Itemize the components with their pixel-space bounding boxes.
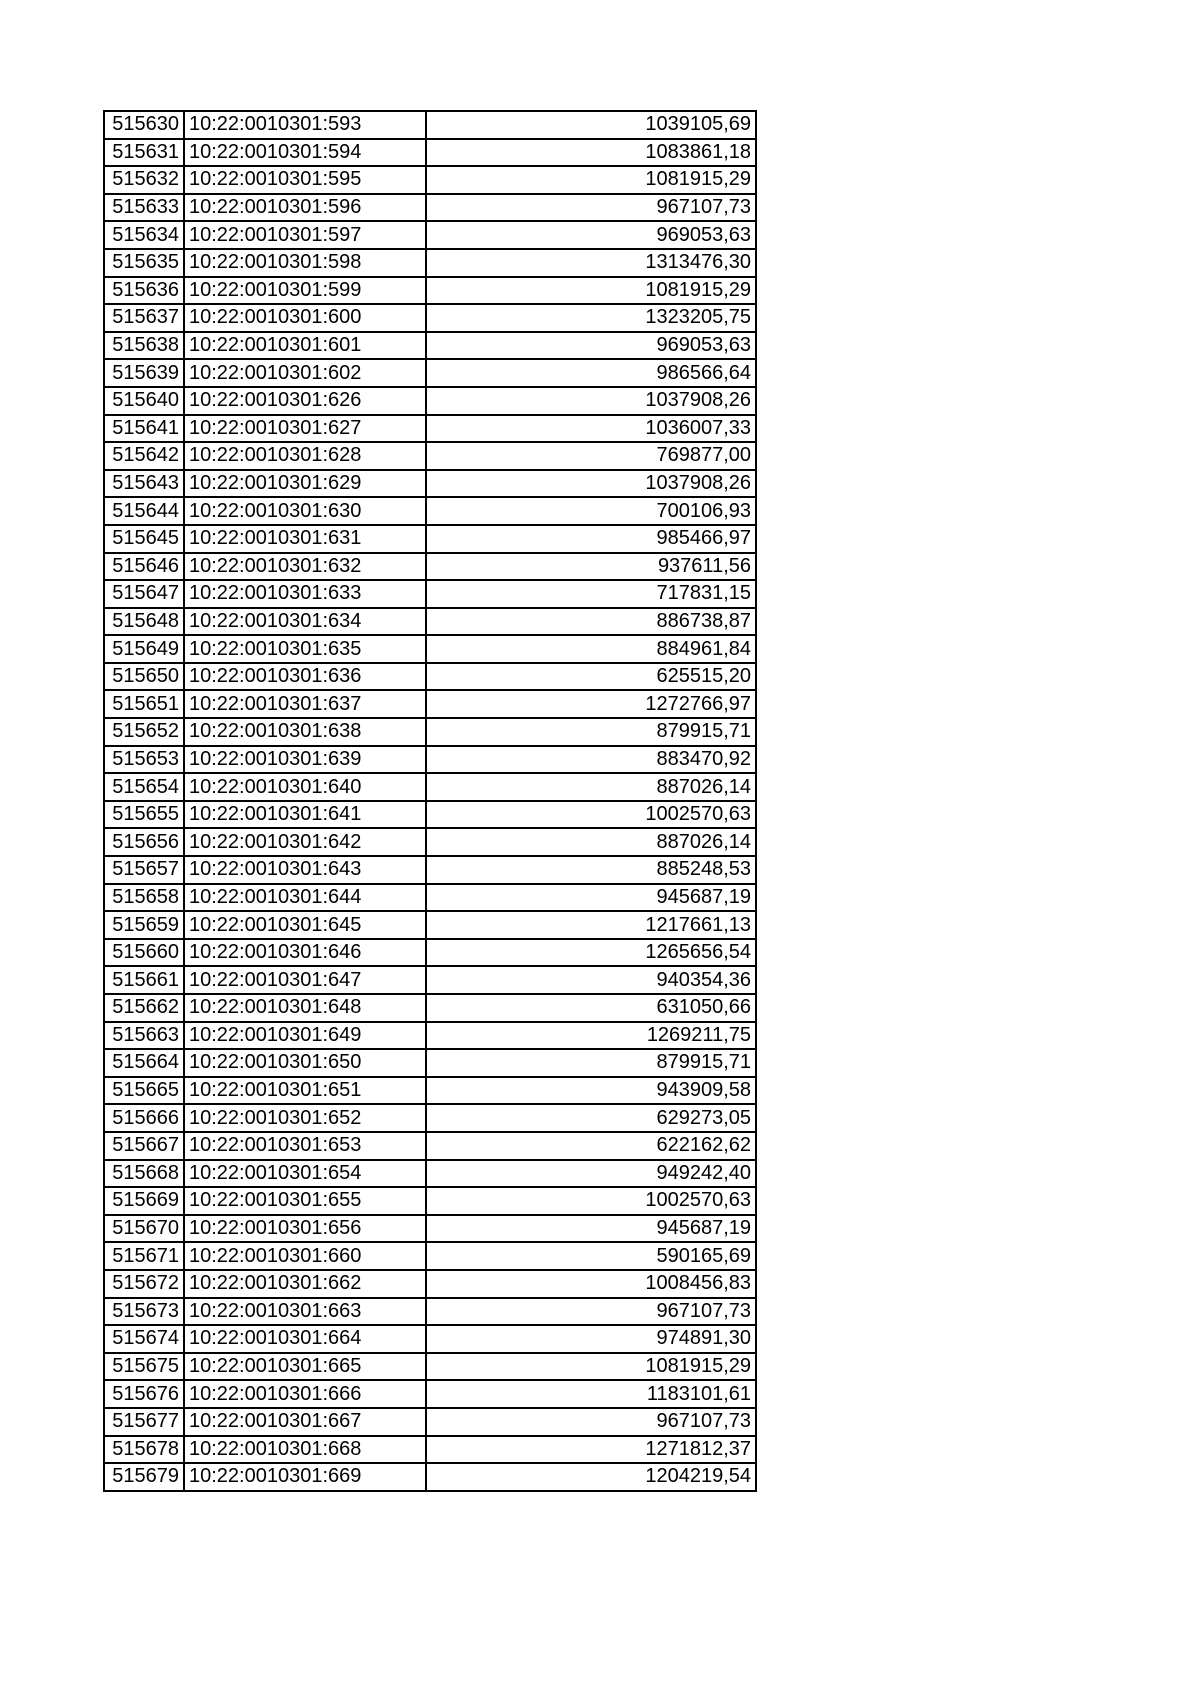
- value-cell: 943909,58: [426, 1077, 756, 1105]
- row-id-cell: 515676: [104, 1380, 184, 1408]
- row-id-cell: 515653: [104, 746, 184, 774]
- cadastral-number-cell: 10:22:0010301:630: [184, 497, 426, 525]
- value-cell: 631050,66: [426, 994, 756, 1022]
- table-row: [104, 221, 756, 249]
- value-cell: 1217661,13: [426, 911, 756, 939]
- cadastral-number-cell: 10:22:0010301:597: [184, 221, 426, 249]
- cadastral-number-cell: 10:22:0010301:633: [184, 580, 426, 608]
- row-id-cell: 515647: [104, 580, 184, 608]
- cadastral-number-cell: 10:22:0010301:626: [184, 387, 426, 415]
- row-id-cell: 515638: [104, 332, 184, 360]
- table-row: [104, 1187, 756, 1215]
- value-cell: 1265656,54: [426, 939, 756, 967]
- value-cell: 967107,73: [426, 1408, 756, 1436]
- row-id-cell: 515660: [104, 939, 184, 967]
- row-id-cell: 515661: [104, 966, 184, 994]
- cadastral-number-cell: 10:22:0010301:602: [184, 359, 426, 387]
- cadastral-number-cell: 10:22:0010301:599: [184, 277, 426, 305]
- value-cell: 1081915,29: [426, 277, 756, 305]
- value-cell: 967107,73: [426, 194, 756, 222]
- table-row: [104, 304, 756, 332]
- table-row: [104, 470, 756, 498]
- value-cell: 700106,93: [426, 497, 756, 525]
- table-row: [104, 718, 756, 746]
- cadastral-number-cell: 10:22:0010301:640: [184, 773, 426, 801]
- cadastral-number-cell: 10:22:0010301:649: [184, 1022, 426, 1050]
- row-id-cell: 515641: [104, 415, 184, 443]
- row-id-cell: 515671: [104, 1242, 184, 1270]
- table-row: [104, 1215, 756, 1243]
- row-id-cell: 515666: [104, 1104, 184, 1132]
- table-row: [104, 1436, 756, 1464]
- row-id-cell: 515668: [104, 1160, 184, 1188]
- row-id-cell: 515648: [104, 608, 184, 636]
- table-row: [104, 553, 756, 581]
- cadastral-number-cell: 10:22:0010301:663: [184, 1298, 426, 1326]
- cadastral-number-cell: 10:22:0010301:652: [184, 1104, 426, 1132]
- table-row: [104, 663, 756, 691]
- table-row: [104, 966, 756, 994]
- row-id-cell: 515642: [104, 442, 184, 470]
- cadastral-number-cell: 10:22:0010301:641: [184, 801, 426, 829]
- value-cell: 969053,63: [426, 332, 756, 360]
- table-row: [104, 884, 756, 912]
- cadastral-number-cell: 10:22:0010301:645: [184, 911, 426, 939]
- row-id-cell: 515665: [104, 1077, 184, 1105]
- value-cell: 1269211,75: [426, 1022, 756, 1050]
- value-cell: 1036007,33: [426, 415, 756, 443]
- value-cell: 969053,63: [426, 221, 756, 249]
- cadastral-number-cell: 10:22:0010301:601: [184, 332, 426, 360]
- cadastral-number-cell: 10:22:0010301:667: [184, 1408, 426, 1436]
- cadastral-number-cell: 10:22:0010301:628: [184, 442, 426, 470]
- table-row: [104, 497, 756, 525]
- table-row: [104, 690, 756, 718]
- table-row: [104, 746, 756, 774]
- value-cell: 622162,62: [426, 1132, 756, 1160]
- cadastral-number-cell: 10:22:0010301:636: [184, 663, 426, 691]
- value-cell: 974891,30: [426, 1325, 756, 1353]
- value-cell: 945687,19: [426, 1215, 756, 1243]
- row-id-cell: 515654: [104, 773, 184, 801]
- row-id-cell: 515650: [104, 663, 184, 691]
- cadastral-number-cell: 10:22:0010301:668: [184, 1436, 426, 1464]
- value-cell: 1083861,18: [426, 139, 756, 167]
- row-id-cell: 515645: [104, 525, 184, 553]
- cadastral-number-cell: 10:22:0010301:655: [184, 1187, 426, 1215]
- cadastral-number-cell: 10:22:0010301:656: [184, 1215, 426, 1243]
- value-cell: 1313476,30: [426, 249, 756, 277]
- value-cell: 769877,00: [426, 442, 756, 470]
- value-cell: 1002570,63: [426, 1187, 756, 1215]
- row-id-cell: 515670: [104, 1215, 184, 1243]
- cadastral-number-cell: 10:22:0010301:639: [184, 746, 426, 774]
- row-id-cell: 515674: [104, 1325, 184, 1353]
- row-id-cell: 515656: [104, 828, 184, 856]
- table-row: [104, 1298, 756, 1326]
- value-cell: 937611,56: [426, 553, 756, 581]
- table-row: [104, 801, 756, 829]
- table-row: [104, 773, 756, 801]
- value-cell: 885248,53: [426, 856, 756, 884]
- value-cell: 1271812,37: [426, 1436, 756, 1464]
- table-row: [104, 1160, 756, 1188]
- table-row: [104, 1242, 756, 1270]
- value-cell: 1081915,29: [426, 166, 756, 194]
- table-row: [104, 939, 756, 967]
- table-row: [104, 1325, 756, 1353]
- table-row: [104, 139, 756, 167]
- value-cell: 1037908,26: [426, 387, 756, 415]
- value-cell: 967107,73: [426, 1298, 756, 1326]
- cadastral-number-cell: 10:22:0010301:593: [184, 111, 426, 139]
- value-cell: 1081915,29: [426, 1353, 756, 1381]
- table-row: [104, 166, 756, 194]
- row-id-cell: 515652: [104, 718, 184, 746]
- cadastral-number-cell: 10:22:0010301:650: [184, 1049, 426, 1077]
- cadastral-number-cell: 10:22:0010301:647: [184, 966, 426, 994]
- row-id-cell: 515639: [104, 359, 184, 387]
- table-row: [104, 194, 756, 222]
- cadastral-number-cell: 10:22:0010301:665: [184, 1353, 426, 1381]
- value-cell: 1008456,83: [426, 1270, 756, 1298]
- cadastral-number-cell: 10:22:0010301:646: [184, 939, 426, 967]
- value-cell: 1272766,97: [426, 690, 756, 718]
- cadastral-number-cell: 10:22:0010301:666: [184, 1380, 426, 1408]
- table-row: [104, 828, 756, 856]
- row-id-cell: 515663: [104, 1022, 184, 1050]
- cadastral-number-cell: 10:22:0010301:669: [184, 1463, 426, 1491]
- table-row: [104, 1132, 756, 1160]
- cadastral-number-cell: 10:22:0010301:627: [184, 415, 426, 443]
- cadastral-number-cell: 10:22:0010301:635: [184, 635, 426, 663]
- table-body: [104, 111, 756, 1491]
- value-cell: 883470,92: [426, 746, 756, 774]
- table-row: [104, 525, 756, 553]
- row-id-cell: 515662: [104, 994, 184, 1022]
- row-id-cell: 515646: [104, 553, 184, 581]
- row-id-cell: 515636: [104, 277, 184, 305]
- table-row: [104, 277, 756, 305]
- value-cell: 590165,69: [426, 1242, 756, 1270]
- table-row: [104, 249, 756, 277]
- value-cell: 986566,64: [426, 359, 756, 387]
- row-id-cell: 515677: [104, 1408, 184, 1436]
- value-cell: 629273,05: [426, 1104, 756, 1132]
- cadastral-number-cell: 10:22:0010301:632: [184, 553, 426, 581]
- table-row: [104, 1022, 756, 1050]
- cadastral-number-cell: 10:22:0010301:642: [184, 828, 426, 856]
- cadastral-number-cell: 10:22:0010301:596: [184, 194, 426, 222]
- value-cell: 1183101,61: [426, 1380, 756, 1408]
- table-row: [104, 415, 756, 443]
- cadastral-number-cell: 10:22:0010301:629: [184, 470, 426, 498]
- spreadsheet-page: [103, 110, 755, 1492]
- cadastral-number-cell: 10:22:0010301:648: [184, 994, 426, 1022]
- value-cell: 940354,36: [426, 966, 756, 994]
- row-id-cell: 515673: [104, 1298, 184, 1326]
- row-id-cell: 515634: [104, 221, 184, 249]
- row-id-cell: 515640: [104, 387, 184, 415]
- row-id-cell: 515644: [104, 497, 184, 525]
- table-row: [104, 1077, 756, 1105]
- value-cell: 945687,19: [426, 884, 756, 912]
- cadastral-number-cell: 10:22:0010301:637: [184, 690, 426, 718]
- row-id-cell: 515672: [104, 1270, 184, 1298]
- cadastral-number-cell: 10:22:0010301:651: [184, 1077, 426, 1105]
- table-row: [104, 911, 756, 939]
- row-id-cell: 515657: [104, 856, 184, 884]
- table-row: [104, 1463, 756, 1491]
- table-row: [104, 1270, 756, 1298]
- value-cell: 625515,20: [426, 663, 756, 691]
- table-row: [104, 1353, 756, 1381]
- row-id-cell: 515651: [104, 690, 184, 718]
- table-row: [104, 359, 756, 387]
- cadastral-number-cell: 10:22:0010301:662: [184, 1270, 426, 1298]
- row-id-cell: 515659: [104, 911, 184, 939]
- cadastral-number-cell: 10:22:0010301:594: [184, 139, 426, 167]
- cadastral-number-cell: 10:22:0010301:600: [184, 304, 426, 332]
- cadastral-number-cell: 10:22:0010301:654: [184, 1160, 426, 1188]
- value-cell: 887026,14: [426, 828, 756, 856]
- data-table: [103, 110, 757, 1492]
- row-id-cell: 515637: [104, 304, 184, 332]
- row-id-cell: 515655: [104, 801, 184, 829]
- table-row: [104, 332, 756, 360]
- row-id-cell: 515669: [104, 1187, 184, 1215]
- value-cell: 1037908,26: [426, 470, 756, 498]
- value-cell: 879915,71: [426, 1049, 756, 1077]
- table-row: [104, 1380, 756, 1408]
- table-row: [104, 580, 756, 608]
- row-id-cell: 515664: [104, 1049, 184, 1077]
- value-cell: 985466,97: [426, 525, 756, 553]
- value-cell: 1204219,54: [426, 1463, 756, 1491]
- row-id-cell: 515667: [104, 1132, 184, 1160]
- table-row: [104, 387, 756, 415]
- cadastral-number-cell: 10:22:0010301:643: [184, 856, 426, 884]
- row-id-cell: 515630: [104, 111, 184, 139]
- row-id-cell: 515649: [104, 635, 184, 663]
- cadastral-number-cell: 10:22:0010301:644: [184, 884, 426, 912]
- table-row: [104, 1104, 756, 1132]
- row-id-cell: 515658: [104, 884, 184, 912]
- value-cell: 1323205,75: [426, 304, 756, 332]
- value-cell: 1002570,63: [426, 801, 756, 829]
- table-row: [104, 608, 756, 636]
- cadastral-number-cell: 10:22:0010301:598: [184, 249, 426, 277]
- cadastral-number-cell: 10:22:0010301:638: [184, 718, 426, 746]
- table-row: [104, 856, 756, 884]
- table-row: [104, 442, 756, 470]
- table-row: [104, 111, 756, 139]
- row-id-cell: 515632: [104, 166, 184, 194]
- row-id-cell: 515631: [104, 139, 184, 167]
- value-cell: 884961,84: [426, 635, 756, 663]
- cadastral-number-cell: 10:22:0010301:634: [184, 608, 426, 636]
- table-row: [104, 1408, 756, 1436]
- row-id-cell: 515633: [104, 194, 184, 222]
- value-cell: 886738,87: [426, 608, 756, 636]
- value-cell: 879915,71: [426, 718, 756, 746]
- table-row: [104, 1049, 756, 1077]
- row-id-cell: 515675: [104, 1353, 184, 1381]
- cadastral-number-cell: 10:22:0010301:660: [184, 1242, 426, 1270]
- value-cell: 717831,15: [426, 580, 756, 608]
- table-row: [104, 994, 756, 1022]
- cadastral-number-cell: 10:22:0010301:653: [184, 1132, 426, 1160]
- value-cell: 949242,40: [426, 1160, 756, 1188]
- cadastral-number-cell: 10:22:0010301:631: [184, 525, 426, 553]
- table-row: [104, 635, 756, 663]
- row-id-cell: 515679: [104, 1463, 184, 1491]
- row-id-cell: 515678: [104, 1436, 184, 1464]
- value-cell: 1039105,69: [426, 111, 756, 139]
- row-id-cell: 515643: [104, 470, 184, 498]
- row-id-cell: 515635: [104, 249, 184, 277]
- value-cell: 887026,14: [426, 773, 756, 801]
- cadastral-number-cell: 10:22:0010301:664: [184, 1325, 426, 1353]
- cadastral-number-cell: 10:22:0010301:595: [184, 166, 426, 194]
